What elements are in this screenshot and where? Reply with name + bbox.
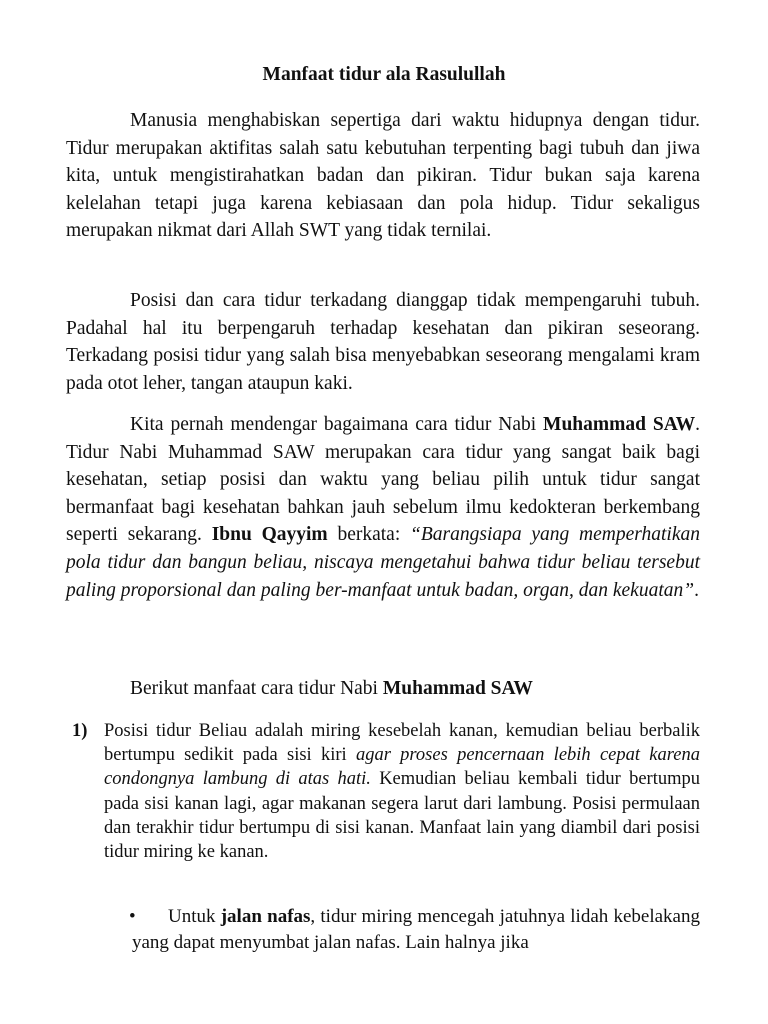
bullet-text <box>132 904 700 956</box>
bullet-text-1: Untuk <box>168 906 221 927</box>
list-item-italic: agar proses pencernaan lebih cepat karena condongnya lambung di atas hati. <box>104 745 700 790</box>
bullet-text-2: , tidur miring mencegah jatuhnya lidah kebelakang yang dapat menyumbat jalan nafas. Lain halnya jika <box>132 906 700 953</box>
paragraph-3 <box>66 411 700 604</box>
paragraph-4-text: Berikut manfaat cara tidur Nabi <box>130 678 383 699</box>
paragraph-2: Posisi dan cara tidur terkadang dianggap tidak mempengaruhi tubuh. Padahal hal itu berpengaruh terhadap kesehatan dan pikiran seseorang. Terkadang posisi tidur yang salah bisa menyebabkan seseorang mengalami kram pada otot leher, tangan ataupun kaki. <box>66 290 700 394</box>
paragraph-4-bold-muhammad: Muhammad SAW <box>382 678 533 699</box>
paragraph-3-bold-muhammad: Muhammad SAW <box>543 414 696 435</box>
list-item-text-2: Kemudian beliau kembali tidur bertumpu pada sisi kanan lagi, agar makanan segera larut dari lambung. Posisi permulaan dan terakhir tidur bertumpu di sisi kanan. Manfaat lain yang diambil dari posisi tidur miring ke kanan. <box>104 769 701 863</box>
bullet-bold-jalan-nafas: jalan nafas <box>220 906 311 927</box>
list-item-text-1: Posisi tidur Beliau adalah miring kesebelah kanan, kemudian beliau berbalik bertumpu sedikit pada sisi kiri <box>104 721 700 766</box>
paragraph-1: Manusia menghabiskan sepertiga dari waktu hidupnya dengan tidur. Tidur merupakan aktifitas salah satu kebutuhan terpenting bagi tubuh dan jiwa kita, untuk mengistirahatkan badan dan pikiran. Tidur bukan saja karena kelelahan tetapi juga karena kebiasaan dan pola hidup. Tidur sekaligus merupakan nikmat dari Allah SWT yang tidak ternilai. <box>66 110 700 242</box>
paragraph-4 <box>66 675 700 703</box>
list-item <box>72 719 700 864</box>
list-item-number: 1) <box>72 721 88 741</box>
list-item-text <box>104 719 700 864</box>
bullet-dot-icon: • <box>129 906 136 927</box>
paragraph-3-quote: “Barangsiapa yang memperhatikan pola tidur dan bangun beliau, niscaya mengetahui bahwa tidur beliau tersebut paling proporsional dan paling ber-manfaat untuk badan, organ, dan kekuatan” <box>66 524 701 601</box>
paragraph-3-text-4: . <box>694 579 699 601</box>
bullet-item <box>129 904 700 956</box>
paragraph-3-text-3: berkata: <box>327 524 411 546</box>
paragraph-3-text-1: Kita pernah mendengar bagaimana cara tidur Nabi <box>130 414 544 435</box>
paragraph-3-text-2: . Tidur Nabi Muhammad SAW merupakan cara tidur yang sangat baik bagi kesehatan, setiap posisi dan waktu yang beliau pilih untuk tidur sangat bermanfaat bagi kesehatan bahkan jauh sebelum ilmu kedokteran berkembang seperti sekarang. <box>66 414 700 546</box>
document-title: Manfaat tidur ala Rasulullah <box>262 64 506 85</box>
paragraph-3-bold-ibnu-qayyim: Ibnu Qayyim <box>211 524 328 546</box>
